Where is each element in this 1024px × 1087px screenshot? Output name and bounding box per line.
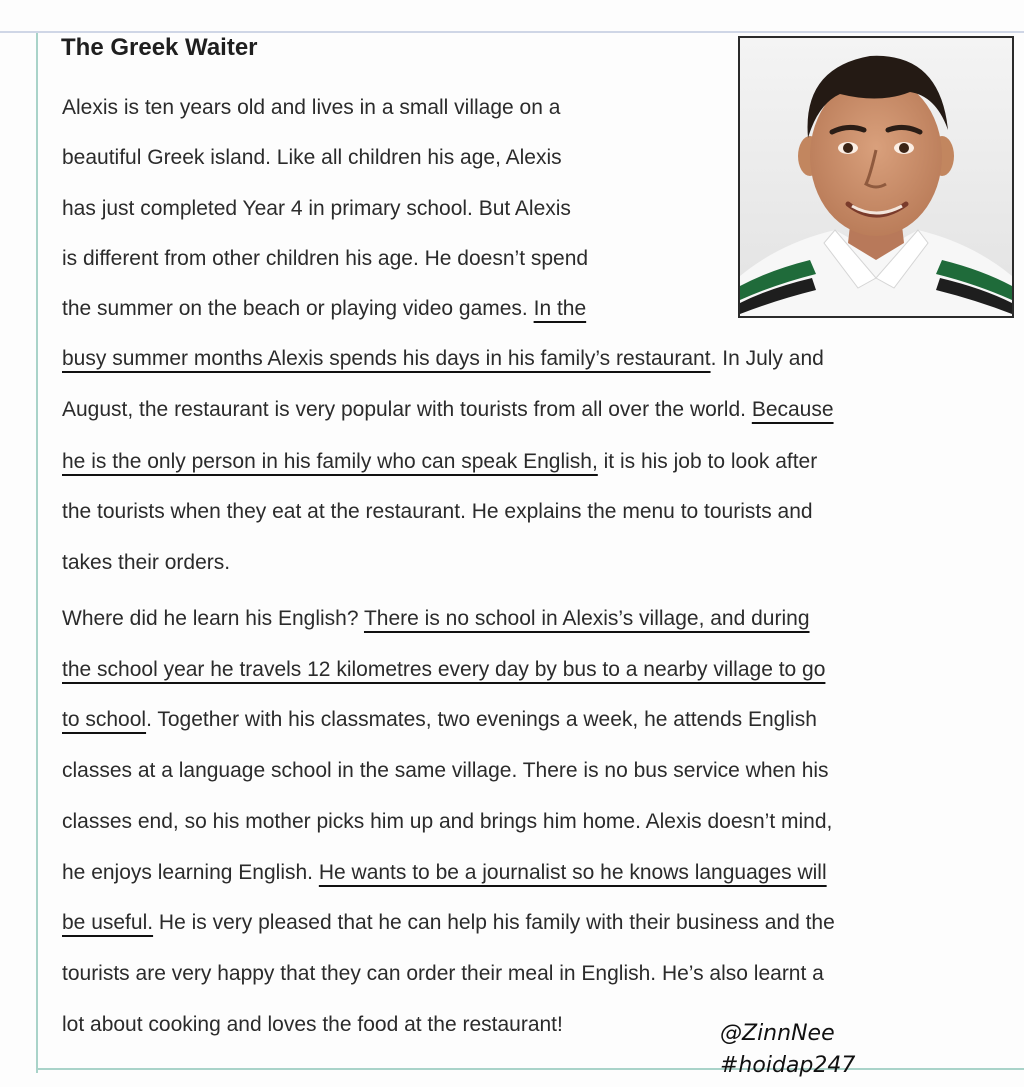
text-line	[62, 961, 824, 987]
text-line	[62, 550, 230, 576]
signature	[720, 1018, 855, 1082]
underlined-text: Because	[751, 398, 834, 421]
text-line	[62, 910, 835, 936]
text-line	[62, 809, 832, 835]
text-line	[62, 246, 588, 272]
text-line	[62, 449, 817, 475]
text-segment: Alexis is ten years old and lives in a small village on a	[62, 96, 561, 119]
text-segment: tourists are very happy that they can order their meal in English. He’s also learnt a	[62, 962, 824, 985]
text-line	[62, 606, 810, 632]
underlined-text: busy summer months Alexis spends his days in his family’s restaurant	[62, 347, 711, 370]
text-line	[62, 145, 562, 171]
text-segment: has just completed Year 4 in primary school. But Alexis	[62, 197, 571, 220]
underlined-text: He wants to be a journalist so he knows languages will	[318, 861, 827, 884]
text-segment: beautiful Greek island. Like all children his age, Alexis	[62, 146, 562, 169]
text-segment: classes at a language school in the same village. There is no bus service when his	[62, 759, 829, 782]
text-line	[62, 1012, 563, 1038]
underlined-text: In the	[533, 297, 587, 320]
text-segment: Where did he learn his English?	[62, 607, 364, 630]
text-line	[62, 499, 813, 525]
text-segment: is different from other children his age. He doesn’t spend	[62, 247, 589, 270]
left-border	[36, 33, 38, 1073]
text-line	[62, 657, 825, 683]
text-segment: the tourists when they eat at the restaurant. He explains the menu to tourists and	[62, 500, 813, 523]
underlined-text: to school	[62, 708, 147, 731]
text-segment: . Together with his classmates, two evenings a week, he attends English	[146, 708, 817, 731]
text-segment: the summer on the beach or playing video games.	[62, 297, 534, 320]
text-segment: it is his job to look after	[597, 450, 818, 473]
signature-handle: @ZinnNee	[720, 1021, 835, 1046]
text-line	[62, 860, 827, 886]
underlined-text: be useful.	[62, 911, 154, 934]
text-segment: . In July and	[710, 347, 824, 370]
text-line	[62, 707, 817, 733]
article-title: The Greek Waiter	[61, 34, 258, 61]
underlined-text: There is no school in Alexis’s village, and during	[363, 607, 810, 630]
text-line	[62, 296, 586, 322]
text-segment: takes their orders.	[62, 551, 231, 574]
underlined-text: the school year he travels 12 kilometres every day by bus to a nearby village to go	[62, 658, 826, 681]
top-divider	[0, 31, 1024, 33]
text-segment: August, the restaurant is very popular with tourists from all over the world.	[62, 398, 752, 421]
text-segment: classes end, so his mother picks him up and brings him home. Alexis doesn’t mind,	[62, 810, 833, 833]
signature-tag: #hoidap247	[720, 1053, 856, 1078]
text-line	[62, 346, 824, 372]
text-line	[62, 758, 829, 784]
text-line	[62, 397, 834, 423]
text-segment: he enjoys learning English.	[62, 861, 319, 884]
text-segment: He is very pleased that he can help his family with their business and the	[153, 911, 835, 934]
text-segment: lot about cooking and loves the food at the restaurant!	[62, 1013, 563, 1036]
text-line	[62, 95, 560, 121]
text-line	[62, 196, 571, 222]
bottom-border	[36, 1068, 1024, 1070]
underlined-text: he is the only person in his family who can speak English,	[62, 450, 598, 473]
boy-portrait-photo	[738, 36, 1014, 318]
